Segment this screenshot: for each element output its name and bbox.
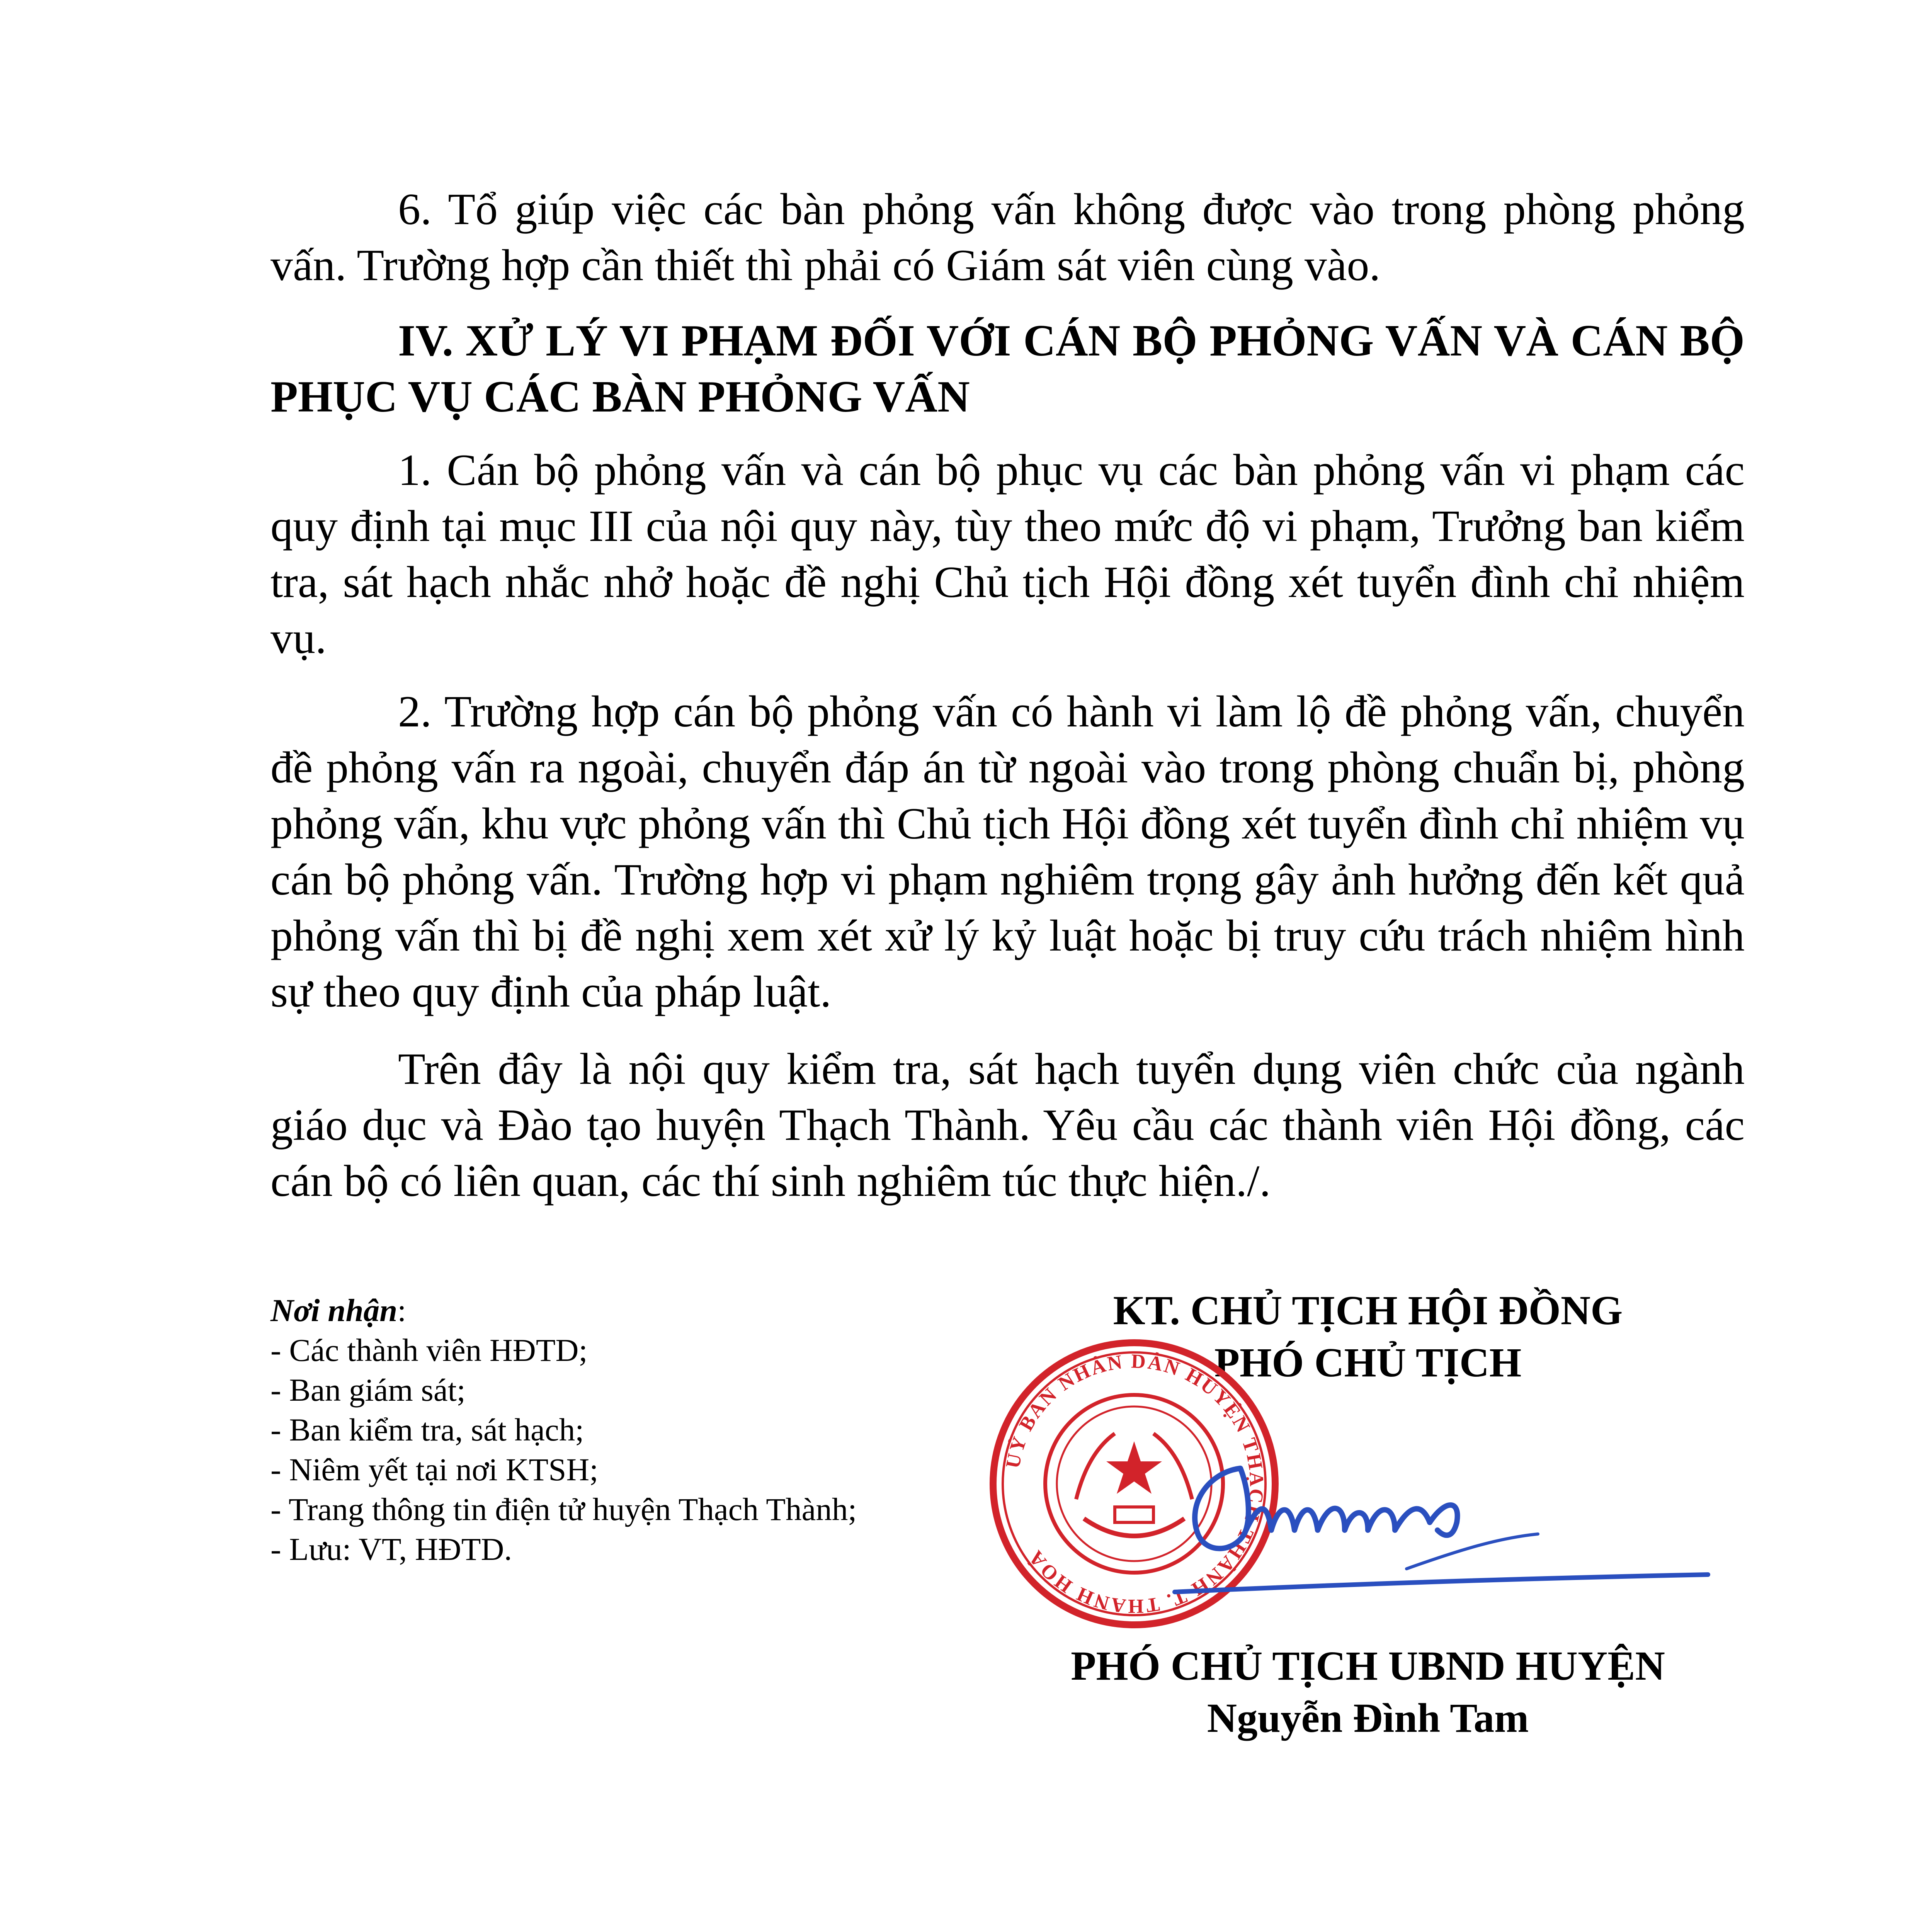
signer-position: PHÓ CHỦ TỊCH UBND HUYỆN xyxy=(1071,1643,1665,1689)
seal-text: UỶ BAN NHÂN DÂN HUYỆN THẠCH THÀNH T. THANH HOÁ xyxy=(1002,1350,1268,1617)
section-4-paragraph-1-text: 1. Cán bộ phỏng vấn và cán bộ phục vụ các bàn phỏng vấn vi phạm các quy định tại mục III của nội quy này, tùy theo mức độ vi phạm, Trưởng ban kiểm tra, sát hạch nhắc nhở hoặc đề nghị Chủ tịch Hội đồng xét tuyển đình chỉ nhiệm vụ. xyxy=(270,446,1745,663)
handwritten-signature-icon xyxy=(1152,1422,1712,1623)
recipient-item: - Niêm yết tại nơi KTSH; xyxy=(270,1452,599,1487)
recipient-item: - Lưu: VT, HĐTD. xyxy=(270,1531,512,1567)
paragraph-6-text: 6. Tổ giúp việc các bàn phỏng vấn không được vào trong phòng phỏng vấn. Trường hợp cần thiết thì phải có Giám sát viên cùng vào. xyxy=(270,185,1745,290)
recipient-item: - Các thành viên HĐTD; xyxy=(270,1332,588,1368)
section-4-paragraph-1 xyxy=(270,442,1745,667)
paragraph-6 xyxy=(270,182,1745,294)
signer-name: Nguyễn Đình Tam xyxy=(1207,1696,1529,1741)
signature-title-line2: PHÓ CHỦ TỊCH xyxy=(1214,1340,1522,1386)
signature-title-line1: KT. CHỦ TỊCH HỘI ĐỒNG xyxy=(1113,1288,1623,1333)
recipient-item: - Ban giám sát; xyxy=(270,1372,466,1408)
recipients-title: Nơi nhận xyxy=(270,1293,398,1328)
closing-paragraph xyxy=(270,1041,1745,1209)
section-4-paragraph-2-text: 2. Trường hợp cán bộ phỏng vấn có hành vi làm lộ đề phỏng vấn, chuyển đề phỏng vấn ra ngoài, chuyển đáp án từ ngoài vào trong phòng chuẩn bị, phòng phỏng vấn, khu vực phỏng vấn thì Chủ tịch Hội đồng xét tuyển đình chỉ nhiệm vụ cán bộ phỏng vấn. Trường hợp vi phạm nghiêm trọng gây ảnh hưởng đến kết quả phỏng vấn thì bị đề nghị xem xét xử lý kỷ luật hoặc bị truy cứu trách nhiệm hình sự theo quy định của pháp luật. xyxy=(270,687,1745,1017)
closing-paragraph-text: Trên đây là nội quy kiểm tra, sát hạch tuyển dụng viên chức của ngành giáo dục và Đào tạo huyện Thạch Thành. Yêu cầu các thành viên Hội đồng, các cán bộ có liên quan, các thí sinh nghiêm túc thực hiện./. xyxy=(270,1044,1745,1206)
recipients-title-colon: : xyxy=(397,1293,407,1328)
section-4-paragraph-2 xyxy=(270,684,1745,1020)
section-4-heading: IV. XỬ LÝ VI PHẠM ĐỐI VỚI CÁN BỘ PHỎNG VẤN VÀ CÁN BỘ PHỤC VỤ CÁC BÀN PHỎNG VẤN xyxy=(270,316,1745,422)
recipient-item: - Trang thông tin điện tử huyện Thạch Thành; xyxy=(270,1492,857,1527)
recipient-item: - Ban kiểm tra, sát hạch; xyxy=(270,1412,584,1447)
signature-footer xyxy=(981,1640,1754,1745)
